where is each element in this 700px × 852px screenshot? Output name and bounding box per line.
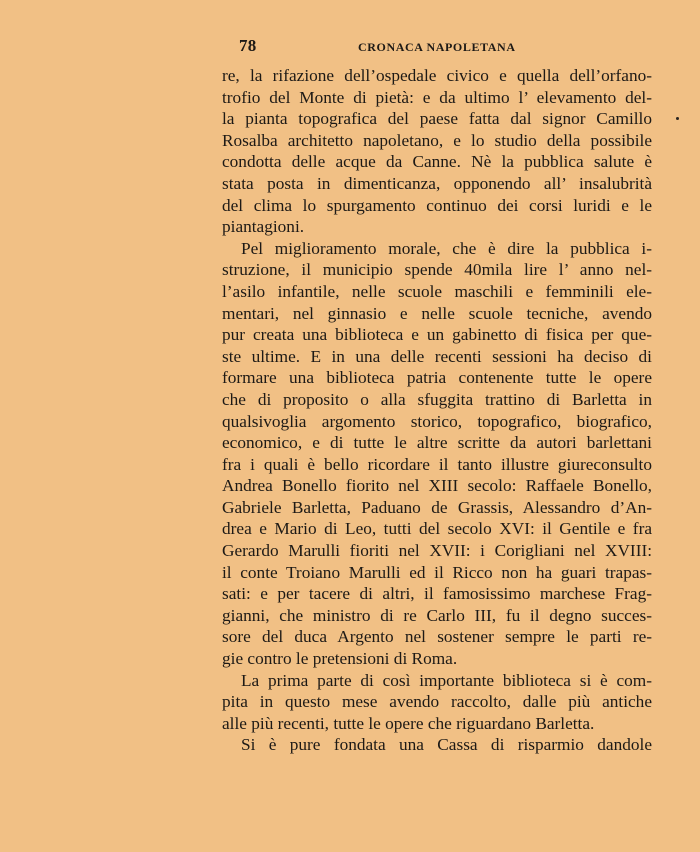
text-line: drea e Mario di Leo, tutti del secolo XVI: il Gentile e fra: [222, 519, 652, 539]
page-number: 78: [239, 36, 257, 55]
text-line: stata posta in dimenticanza, opponendo all’ insalubrità: [222, 173, 652, 193]
text-line: re, la rifazione dell’ospedale civico e quella dell’orfano-: [222, 66, 652, 85]
text-line: piantagioni.: [222, 217, 305, 237]
text-line: Gerardo Marulli fioriti nel XVII: i Corigliani nel XVIII:: [222, 541, 652, 561]
text-line: formare una biblioteca patria contenente tutte le opere: [222, 368, 652, 388]
text-line: il conte Troiano Marulli ed il Ricco non ha guari trapas-: [222, 562, 652, 582]
text-line: del clima lo spurgamento continuo dei corsi luridi e le: [222, 195, 652, 215]
text-line: mentari, nel ginnasio e nelle scuole tecniche, avendo: [222, 303, 652, 323]
text-line: l’asilo infantile, nelle scuole maschili e femminili ele-: [222, 281, 652, 301]
text-line: Rosalba architetto napoletano, e lo studio della possibile: [222, 130, 652, 150]
text-line: condotta delle acque da Canne. Nè la pubblica salute è: [222, 152, 652, 172]
text-line: struzione, il municipio spende 40mila lire l’ anno nel-: [222, 260, 652, 280]
text-line: pur creata una biblioteca e un gabinetto di fisica per que-: [222, 325, 652, 345]
text-line: Andrea Bonello fiorito nel XIII secolo: Raffaele Bonello,: [222, 476, 652, 496]
text-line: La prima parte di così importante biblioteca si è com-: [241, 670, 652, 690]
running-title: CRONACA NAPOLETANA: [358, 40, 516, 54]
text-line: sore del duca Argento nel sostener sempre le parti re-: [222, 627, 652, 647]
page-header: [222, 34, 652, 58]
body-text: [222, 65, 652, 756]
text-line: alle più recenti, tutte le opere che riguardano Barletta.: [222, 713, 595, 733]
text-line: gie contro le pretensioni di Roma.: [222, 649, 458, 669]
text-line: Si è pure fondata una Cassa di risparmio dandole: [241, 735, 652, 755]
text-line: che di proposito o alla sfuggita trattino di Barletta in: [222, 389, 652, 409]
text-line: Gabriele Barletta, Paduano de Grassis, Alessandro d’An-: [222, 497, 652, 517]
text-line: qualsivoglia argomento storico, topografico, biografico,: [222, 411, 652, 431]
text-line: ste ultime. E in una delle recenti sessioni ha deciso di: [222, 346, 652, 366]
print-speck: [676, 117, 679, 120]
text-line: sati: e per tacere di altri, il famosissimo marchese Frag-: [222, 584, 652, 604]
text-line: fra i quali è bello ricordare il tanto illustre giureconsulto: [222, 454, 652, 474]
text-line: gianni, che ministro di re Carlo III, fu il degno succes-: [222, 605, 652, 625]
text-line: la pianta topografica del paese fatta dal signor Camillo: [222, 109, 652, 129]
text-line: Pel miglioramento morale, che è dire la pubblica i-: [241, 238, 652, 258]
text-line: economico, e di tutte le altre scritte da autori barlettani: [222, 433, 652, 453]
text-line: trofio del Monte di pietà: e da ultimo l’ elevamento del-: [222, 87, 652, 107]
text-line: pita in questo mese avendo raccolto, dalle più antiche: [222, 692, 652, 712]
